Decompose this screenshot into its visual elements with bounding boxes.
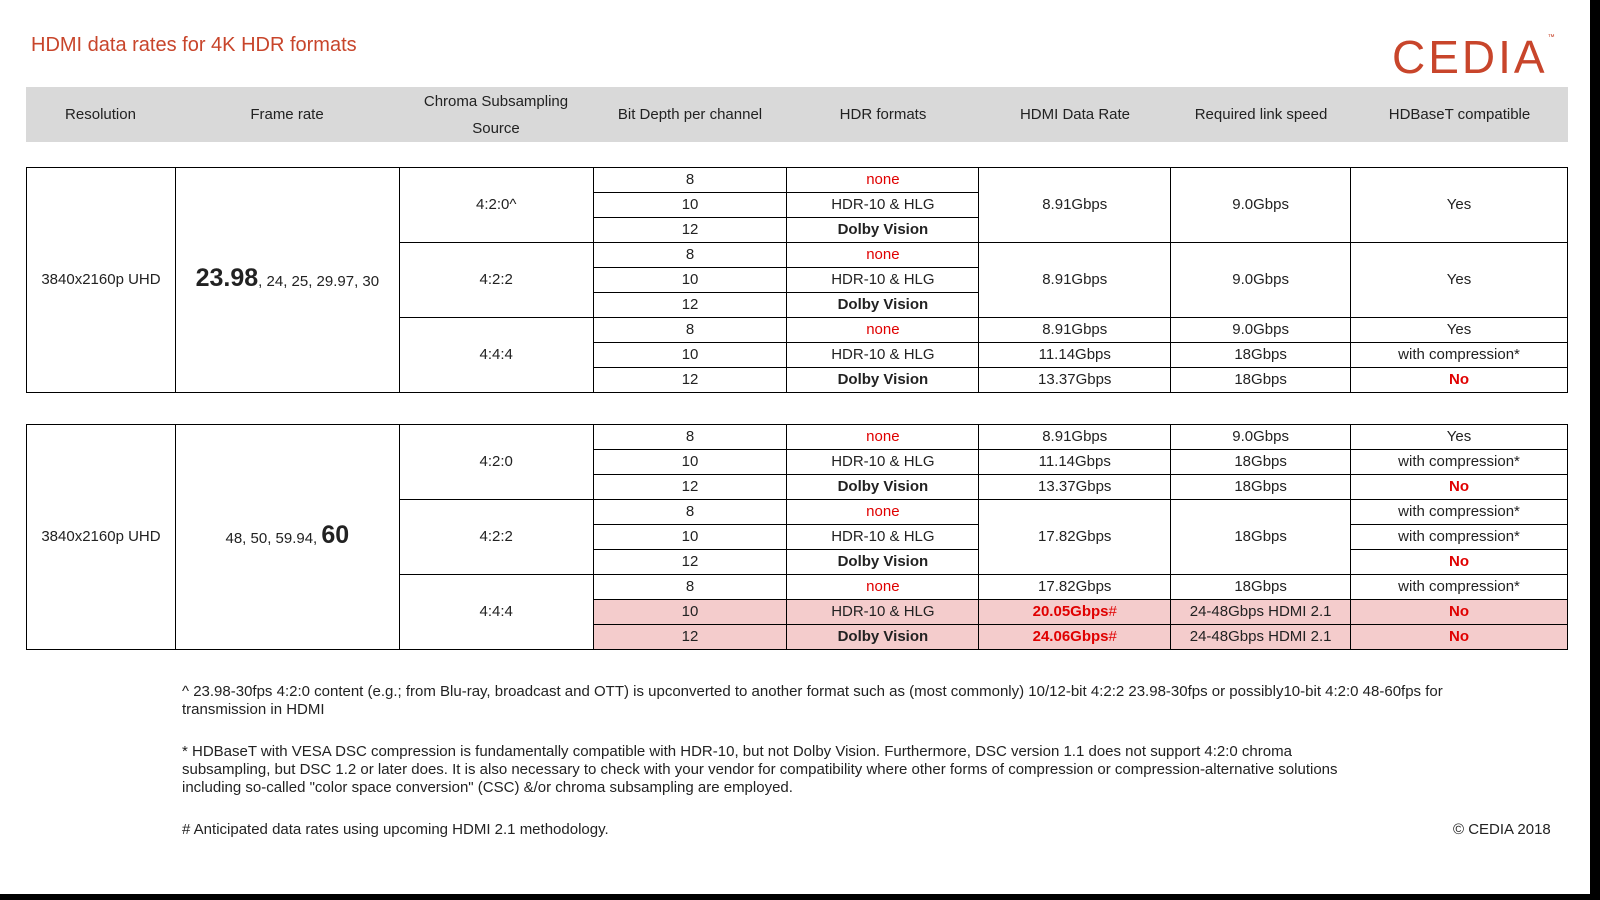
bit-depth-cell: 10 bbox=[593, 343, 787, 368]
chroma-cell: 4:2:0^ bbox=[399, 168, 593, 243]
frame-rate-others: , 24, 25, 29.97, 30 bbox=[258, 273, 380, 290]
data-rate-cell: 8.91Gbps bbox=[979, 318, 1171, 343]
hdr-format-cell: Dolby Vision bbox=[787, 368, 979, 393]
chroma-cell: 4:2:0 bbox=[399, 425, 593, 500]
hdr-format-cell: HDR-10 & HLG bbox=[787, 268, 979, 293]
data-rate-cell: 11.14Gbps bbox=[979, 343, 1171, 368]
bit-depth-cell: 8 bbox=[593, 500, 787, 525]
link-speed-cell: 18Gbps bbox=[1171, 475, 1351, 500]
bit-depth-cell: 12 bbox=[593, 475, 787, 500]
compat-cell: with compression* bbox=[1351, 525, 1568, 550]
hdr-format-cell: Dolby Vision bbox=[787, 218, 979, 243]
header-frame-rate: Frame rate bbox=[250, 106, 324, 123]
compat-cell: with compression* bbox=[1351, 450, 1568, 475]
header-hdmi-data-rate: HDMI Data Rate bbox=[1019, 106, 1131, 123]
bit-depth-cell: 8 bbox=[593, 425, 787, 450]
data-rate-cell bbox=[979, 625, 1171, 650]
resolution-cell: 3840x2160p UHD bbox=[27, 425, 176, 650]
header-bit-depth: Bit Depth per channel bbox=[617, 106, 763, 123]
hdr-format-cell: Dolby Vision bbox=[787, 475, 979, 500]
frame-rate-cell bbox=[175, 168, 399, 393]
bit-depth-cell: 8 bbox=[593, 575, 787, 600]
header-link-speed: Required link speed bbox=[1194, 106, 1328, 123]
bit-depth-cell: 10 bbox=[593, 268, 787, 293]
hdr-format-cell: none bbox=[787, 500, 979, 525]
data-rate-cell: 8.91Gbps bbox=[979, 425, 1171, 450]
footnote-hash: # Anticipated data rates using upcoming HDMI 2.1 methodology. bbox=[182, 821, 609, 838]
data-rate-cell: 17.82Gbps bbox=[979, 500, 1171, 575]
table-row bbox=[27, 168, 1568, 193]
data-rate-cell: 8.91Gbps bbox=[979, 168, 1171, 243]
data-rate-cell bbox=[979, 600, 1171, 625]
compat-cell: Yes bbox=[1351, 243, 1568, 318]
bit-depth-cell: 10 bbox=[593, 525, 787, 550]
compat-cell: No bbox=[1351, 550, 1568, 575]
link-speed-cell: 18Gbps bbox=[1171, 343, 1351, 368]
hdr-format-cell: none bbox=[787, 318, 979, 343]
chroma-cell: 4:4:4 bbox=[399, 575, 593, 650]
resolution-cell: 3840x2160p UHD bbox=[27, 168, 176, 393]
bit-depth-cell: 10 bbox=[593, 450, 787, 475]
header-resolution: Resolution bbox=[65, 106, 136, 123]
hdr-format-cell: none bbox=[787, 575, 979, 600]
hdr-format-cell: Dolby Vision bbox=[787, 550, 979, 575]
data-rate-cell: 17.82Gbps bbox=[979, 575, 1171, 600]
link-speed-cell: 18Gbps bbox=[1171, 368, 1351, 393]
data-rate-cell: 11.14Gbps bbox=[979, 450, 1171, 475]
header-chroma-subsampling bbox=[399, 87, 593, 142]
table-low-frame-rates bbox=[26, 167, 1568, 393]
header-chroma-line1: Chroma Subsampling bbox=[423, 92, 569, 110]
bit-depth-cell: 8 bbox=[593, 243, 787, 268]
compat-cell: No bbox=[1351, 475, 1568, 500]
hdr-format-cell: HDR-10 & HLG bbox=[787, 450, 979, 475]
compat-cell: Yes bbox=[1351, 168, 1568, 243]
chroma-cell: 4:2:2 bbox=[399, 243, 593, 318]
cedia-logo bbox=[1392, 31, 1555, 83]
hdr-format-cell: Dolby Vision bbox=[787, 625, 979, 650]
link-speed-cell: 24-48Gbps HDMI 2.1 bbox=[1171, 625, 1351, 650]
bit-depth-cell: 8 bbox=[593, 318, 787, 343]
link-speed-cell: 9.0Gbps bbox=[1171, 318, 1351, 343]
table-row bbox=[27, 425, 1568, 450]
data-rate-value: 20.05Gbps bbox=[1032, 603, 1109, 620]
hdr-format-cell: none bbox=[787, 425, 979, 450]
hdr-format-cell: HDR-10 & HLG bbox=[787, 600, 979, 625]
link-speed-cell: 9.0Gbps bbox=[1171, 425, 1351, 450]
hdr-format-cell: HDR-10 & HLG bbox=[787, 193, 979, 218]
compat-cell: Yes bbox=[1351, 425, 1568, 450]
footnote-mark: # bbox=[1108, 628, 1117, 645]
footnote-mark: # bbox=[1108, 603, 1117, 620]
frame-rate-emphasis: 23.98 bbox=[195, 264, 259, 292]
trademark-symbol: ™ bbox=[1547, 34, 1555, 41]
header-chroma-line2: Source bbox=[472, 119, 520, 137]
bit-depth-cell: 8 bbox=[593, 168, 787, 193]
copyright: © CEDIA 2018 bbox=[1453, 821, 1551, 838]
hdr-format-cell: HDR-10 & HLG bbox=[787, 525, 979, 550]
compat-cell: with compression* bbox=[1351, 500, 1568, 525]
frame-rate-cell bbox=[175, 425, 399, 650]
compat-cell: Yes bbox=[1351, 318, 1568, 343]
compat-cell: No bbox=[1351, 625, 1568, 650]
chroma-cell: 4:4:4 bbox=[399, 318, 593, 393]
chroma-cell: 4:2:2 bbox=[399, 500, 593, 575]
data-rate-cell: 13.37Gbps bbox=[979, 475, 1171, 500]
bit-depth-cell: 12 bbox=[593, 625, 787, 650]
hdr-format-cell: Dolby Vision bbox=[787, 293, 979, 318]
hdr-format-cell: none bbox=[787, 168, 979, 193]
frame-rate-others: 48, 50, 59.94, bbox=[225, 530, 322, 547]
data-rate-cell: 13.37Gbps bbox=[979, 368, 1171, 393]
compat-cell: with compression* bbox=[1351, 575, 1568, 600]
header-hdr-formats: HDR formats bbox=[839, 106, 927, 123]
table-high-frame-rates bbox=[26, 424, 1568, 650]
bit-depth-cell: 10 bbox=[593, 600, 787, 625]
link-speed-cell: 18Gbps bbox=[1171, 450, 1351, 475]
header-hdbaset-compatible: HDBaseT compatible bbox=[1388, 106, 1531, 123]
data-rate-cell: 8.91Gbps bbox=[979, 243, 1171, 318]
bit-depth-cell: 10 bbox=[593, 193, 787, 218]
link-speed-cell: 18Gbps bbox=[1171, 575, 1351, 600]
compat-cell: No bbox=[1351, 600, 1568, 625]
link-speed-cell: 9.0Gbps bbox=[1171, 243, 1351, 318]
hdr-format-cell: none bbox=[787, 243, 979, 268]
data-rate-value: 24.06Gbps bbox=[1032, 628, 1109, 645]
bit-depth-cell: 12 bbox=[593, 218, 787, 243]
bit-depth-cell: 12 bbox=[593, 293, 787, 318]
link-speed-cell: 9.0Gbps bbox=[1171, 168, 1351, 243]
bit-depth-cell: 12 bbox=[593, 550, 787, 575]
footnote-caret: ^ 23.98-30fps 4:2:0 content (e.g.; from Blu-ray, broadcast and OTT) is upconverted to another format such as (most commonly) 10/12-bit 4:2:2 23.98-30fps or possibly10-bit 4:2:0 48-60fps for transmission in HDMI bbox=[182, 683, 1443, 718]
link-speed-cell: 24-48Gbps HDMI 2.1 bbox=[1171, 600, 1351, 625]
hdr-format-cell: HDR-10 & HLG bbox=[787, 343, 979, 368]
footnote-asterisk: * HDBaseT with VESA DSC compression is fundamentally compatible with HDR-10, but not Dolby Vision. Furthermore, DSC version 1.1 does not support 4:2:0 chroma subsampling, but DSC 1.2 or later does. It is also necessary to check with your vendor for compatibility where other forms of compression or compression-alternative solutions including so-called "color space conversion" (CSC) &/or chroma subsampling are employed. bbox=[182, 743, 1338, 796]
frame-rate-emphasis: 60 bbox=[321, 521, 350, 549]
compat-cell: with compression* bbox=[1351, 343, 1568, 368]
link-speed-cell: 18Gbps bbox=[1171, 500, 1351, 575]
column-header-bar bbox=[26, 87, 1568, 142]
logo-text: CEDIA bbox=[1392, 31, 1548, 83]
compat-cell: No bbox=[1351, 368, 1568, 393]
page-title: HDMI data rates for 4K HDR formats bbox=[31, 34, 357, 56]
bit-depth-cell: 12 bbox=[593, 368, 787, 393]
